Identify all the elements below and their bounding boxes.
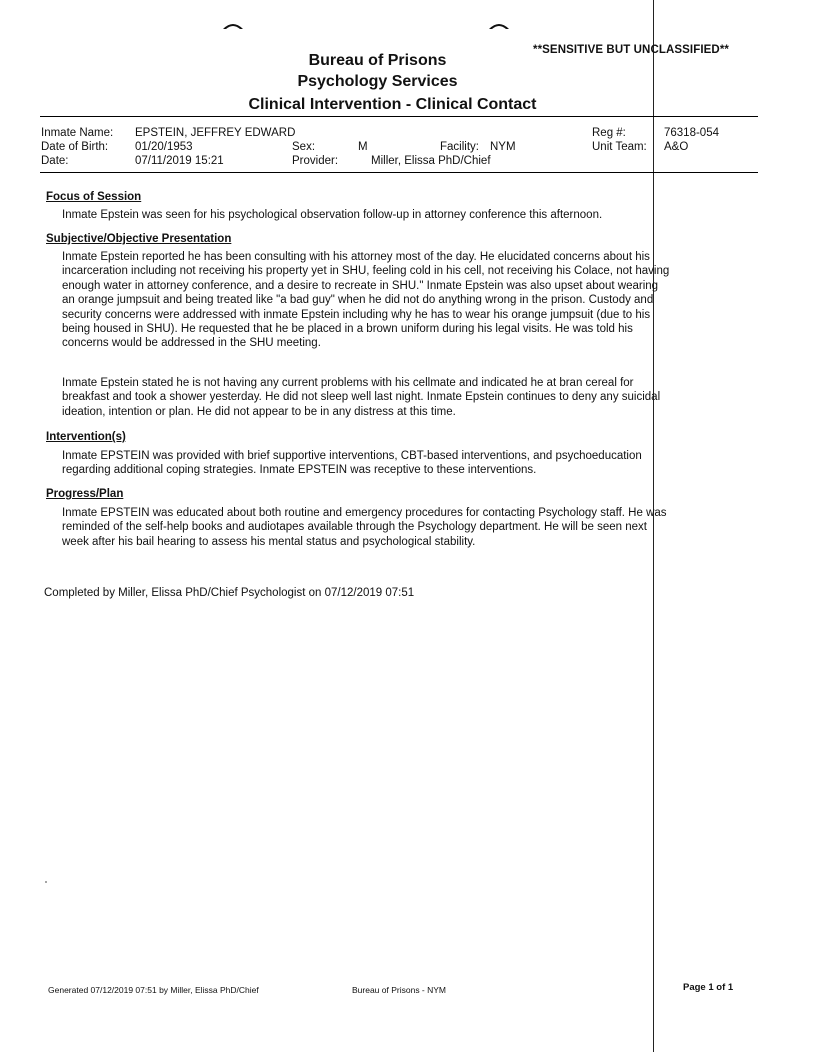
paragraph-line: ideation, intention or plan. He did not appear to be in any distress at this time. xyxy=(62,405,456,418)
paragraph-line: an orange jumpsuit and being treated like "a bad guy" when he did not do anything wrong in the prison. Custody and xyxy=(62,294,654,307)
provider-label: Provider: xyxy=(292,155,339,167)
department-title: Psychology Services xyxy=(297,73,458,90)
paragraph-line: week after his bail hearing to assess his mental status and psychological stability. xyxy=(62,535,476,548)
agency-title: Bureau of Prisons xyxy=(308,52,447,69)
paragraph-line: Inmate EPSTEIN was educated about both routine and emergency procedures for contacting Psychology staff. He was xyxy=(62,507,667,519)
paragraph-line: Inmate EPSTEIN was provided with brief supportive interventions, CBT-based interventions, and psychoeducation xyxy=(62,450,642,462)
footer-facility: Bureau of Prisons - NYM xyxy=(352,985,447,995)
sex-value: M xyxy=(358,141,368,153)
plan-section-title: Progress/Plan xyxy=(46,488,124,500)
paragraph-line: regarding additional coping strategies. Inmate EPSTEIN was receptive to these interventions. xyxy=(62,464,537,477)
form-title: Clinical Intervention - Clinical Contact xyxy=(248,96,537,113)
dob-label: Date of Birth: xyxy=(41,141,109,153)
interventions-section-title: Intervention(s) xyxy=(46,431,126,443)
punch-hole-mark-right xyxy=(488,20,510,30)
paragraph-line: being housed in SHU). He requested that he be placed in a brown uniform during his legal visits. He was told his xyxy=(62,323,633,336)
punch-hole-mark-left xyxy=(222,20,244,30)
sex-label: Sex: xyxy=(292,141,316,153)
plan-paragraph xyxy=(62,506,667,549)
subjective-paragraph-1 xyxy=(62,250,669,351)
footer-page-number: Page 1 of 1 xyxy=(683,982,734,993)
scan-speck xyxy=(45,881,47,883)
paragraph-line: Inmate Epstein stated he is not having any current problems with his cellmate and indicated he at bran cereal for xyxy=(62,377,634,389)
completed-by: Completed by Miller, Elissa PhD/Chief Psychologist on 07/12/2019 07:51 xyxy=(44,587,415,599)
paragraph-line: concerns would be addressed in the SHU meeting. xyxy=(62,337,321,350)
interventions-paragraph xyxy=(62,449,642,478)
footer-generated: Generated 07/12/2019 07:51 by Miller, Elissa PhD/Chief xyxy=(48,985,259,995)
unit-team-value: A&O xyxy=(664,141,689,153)
subjective-paragraph-2 xyxy=(62,376,660,419)
unit-team-label: Unit Team: xyxy=(592,141,647,153)
subjective-section-title: Subjective/Objective Presentation xyxy=(46,233,232,245)
header-rule-top xyxy=(40,116,758,117)
paragraph-line: enough water in attorney conference, and a desire to recreate in SHU." Inmate Epstein was also upset about wearing xyxy=(62,279,659,292)
paragraph-line: incarceration including not receiving his property yet in SHU, feeling cold in his cell, not receiving his Colace, not having xyxy=(62,265,670,278)
paragraph-line: security concerns were addressed with inmate Epstein including why he has to wear his orange jumpsuit (due to his xyxy=(62,308,651,321)
paragraph-line: breakfast and took a shower yesterday. He did not sleep well last night. Inmate Epstein continues to deny any suicidal xyxy=(62,391,661,404)
dob-value: 01/20/1953 xyxy=(135,141,193,153)
inmate-name-value: EPSTEIN, JEFFREY EDWARD xyxy=(135,127,296,139)
paragraph-line: reminded of the self-help books and audiotapes available through the Psychology department. He will be seen next xyxy=(62,521,647,534)
reg-value: 76318-054 xyxy=(664,127,719,139)
focus-section-title: Focus of Session xyxy=(46,191,142,203)
focus-line: Inmate Epstein was seen for his psychological observation follow-up in attorney conference this afternoon. xyxy=(62,209,603,221)
sensitivity-label: **SENSITIVE BUT UNCLASSIFIED** xyxy=(533,44,729,56)
date-label: Date: xyxy=(41,155,69,167)
header-rule-bottom xyxy=(40,172,758,173)
inmate-name-label: Inmate Name: xyxy=(41,127,114,139)
reg-label: Reg #: xyxy=(592,127,626,139)
facility-value: NYM xyxy=(490,141,516,153)
paragraph-line: Inmate Epstein reported he has been consulting with his attorney most of the day. He elucidated concerns about his xyxy=(62,251,650,263)
facility-label: Facility: xyxy=(440,141,479,153)
provider-value: Miller, Elissa PhD/Chief xyxy=(371,155,491,167)
date-value: 07/11/2019 15:21 xyxy=(135,155,224,167)
